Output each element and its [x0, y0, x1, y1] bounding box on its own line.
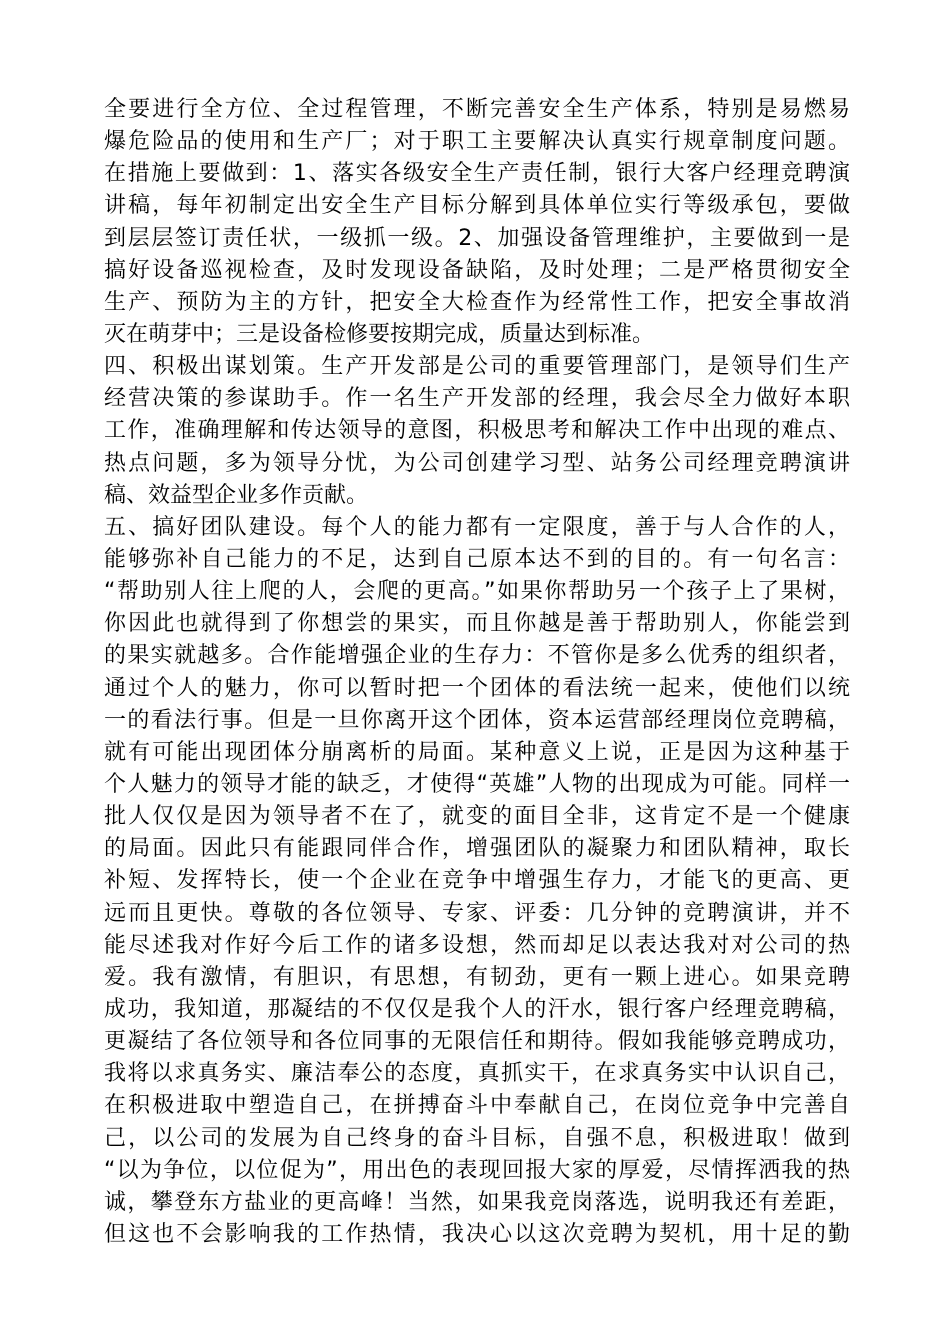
text-line: 生产、预防为主的方针，把安全大检查作为经常性工作，把安全事故消: [104, 289, 850, 315]
text-line: 能尽述我对作好今后工作的诸多设想，然而却足以表达我对对公司的热: [104, 932, 850, 958]
text-line: 在积极进取中塑造自己，在拼搏奋斗中奉献自己，在岗位竞争中完善自: [104, 1093, 850, 1119]
text-line: 经营决策的参谋助手。作一名生产开发部的经理，我会尽全力做好本职: [104, 386, 850, 412]
text-line: 稿、效益型企业多作贡献。: [104, 482, 369, 508]
text-line: 热点问题，多为领导分忧，为公司创建学习型、站务公司经理竞聘演讲: [104, 450, 850, 476]
text-line: 就有可能出现团体分崩离析的局面。某种意义上说，正是因为这种基于: [104, 739, 850, 765]
text-line: 己，以公司的发展为自己终身的奋斗目标，自强不息，积极进取！做到: [104, 1125, 850, 1151]
body-text: [104, 94, 850, 1251]
text-line: 爆危险品的使用和生产厂；对于职工主要解决认真实行规章制度问题。: [104, 129, 850, 155]
text-line: 五、搞好团队建设。每个人的能力都有一定限度，善于与人合作的人，: [104, 514, 850, 540]
text-line: “以为争位，以位促为”，用出色的表现回报大家的厚爱，尽情挥洒我的热: [104, 1157, 850, 1183]
text-line: 一的看法行事。但是一旦你离开这个团体，资本运营部经理岗位竞聘稿，: [104, 707, 850, 733]
text-line: 我将以求真务实、廉洁奉公的态度，真抓实干，在求真务实中认识自己，: [104, 1061, 850, 1087]
text-line: 通过个人的魅力，你可以暂时把一个团体的看法统一起来，使他们以统: [104, 675, 850, 701]
text-line: 灭在萌芽中；三是设备检修要按期完成，质量达到标准。: [104, 321, 655, 347]
text-line: 全要进行全方位、全过程管理，不断完善安全生产体系，特别是易燃易: [104, 97, 850, 122]
text-line: 能够弥补自己能力的不足，达到自己原本达不到的目的。有一句名言：: [104, 546, 850, 572]
text-line: “帮助别人往上爬的人，会爬的更高。”如果你帮助另一个孩子上了果树，: [104, 579, 850, 605]
text-line: 个人魅力的领导才能的缺乏，才使得“英雄”人物的出现成为可能。同样一: [104, 771, 850, 797]
text-line: 的局面。因此只有能跟同伴合作，增强团队的凝聚力和团队精神，取长: [104, 836, 850, 862]
text-line: 你因此也就得到了你想尝的果实，而且你越是善于帮助别人，你能尝到: [104, 611, 850, 637]
text-line: 的果实就越多。合作能增强企业的生存力：不管你是多么优秀的组织者，: [104, 643, 850, 669]
text-line: 但这也不会影响我的工作热情，我决心以这次竞聘为契机，用十足的勤: [104, 1221, 850, 1247]
text-line: 工作，准确理解和传达领导的意图，积极思考和解决工作中出现的难点、: [104, 418, 850, 444]
text-line: 在措施上要做到：1、落实各级安全生产责任制，银行大客户经理竞聘演: [104, 161, 850, 187]
text-line: 四、积极出谋划策。生产开发部是公司的重要管理部门，是领导们生产: [104, 354, 850, 380]
text-line: 到层层签订责任状，一级抓一级。2、加强设备管理维护，主要做到一是: [104, 225, 850, 251]
text-line: 远而且更快。尊敬的各位领导、专家、评委：几分钟的竞聘演讲，并不: [104, 900, 850, 926]
text-line: 爱。我有激情，有胆识，有思想，有韧劲，更有一颗上进心。如果竞聘: [104, 964, 850, 990]
text-line: 补短、发挥特长，使一个企业在竞争中增强生存力，才能飞的更高、更: [104, 868, 850, 894]
text-line: 更凝结了各位领导和各位同事的无限信任和期待。假如我能够竞聘成功，: [104, 1029, 850, 1055]
text-line: 讲稿，每年初制定出安全生产目标分解到具体单位实行等级承包，要做: [104, 193, 850, 219]
text-line: 批人仅仅是因为领导者不在了，就变的面目全非，这肯定不是一个健康: [104, 804, 850, 830]
text-line: 搞好设备巡视检查，及时发现设备缺陷，及时处理；二是严格贯彻安全: [104, 257, 850, 283]
text-line: 成功，我知道，那凝结的不仅仅是我个人的汗水，银行客户经理竞聘稿，: [104, 996, 850, 1022]
text-line: 诚，攀登东方盐业的更高峰！当然，如果我竞岗落选，说明我还有差距，: [104, 1189, 850, 1215]
